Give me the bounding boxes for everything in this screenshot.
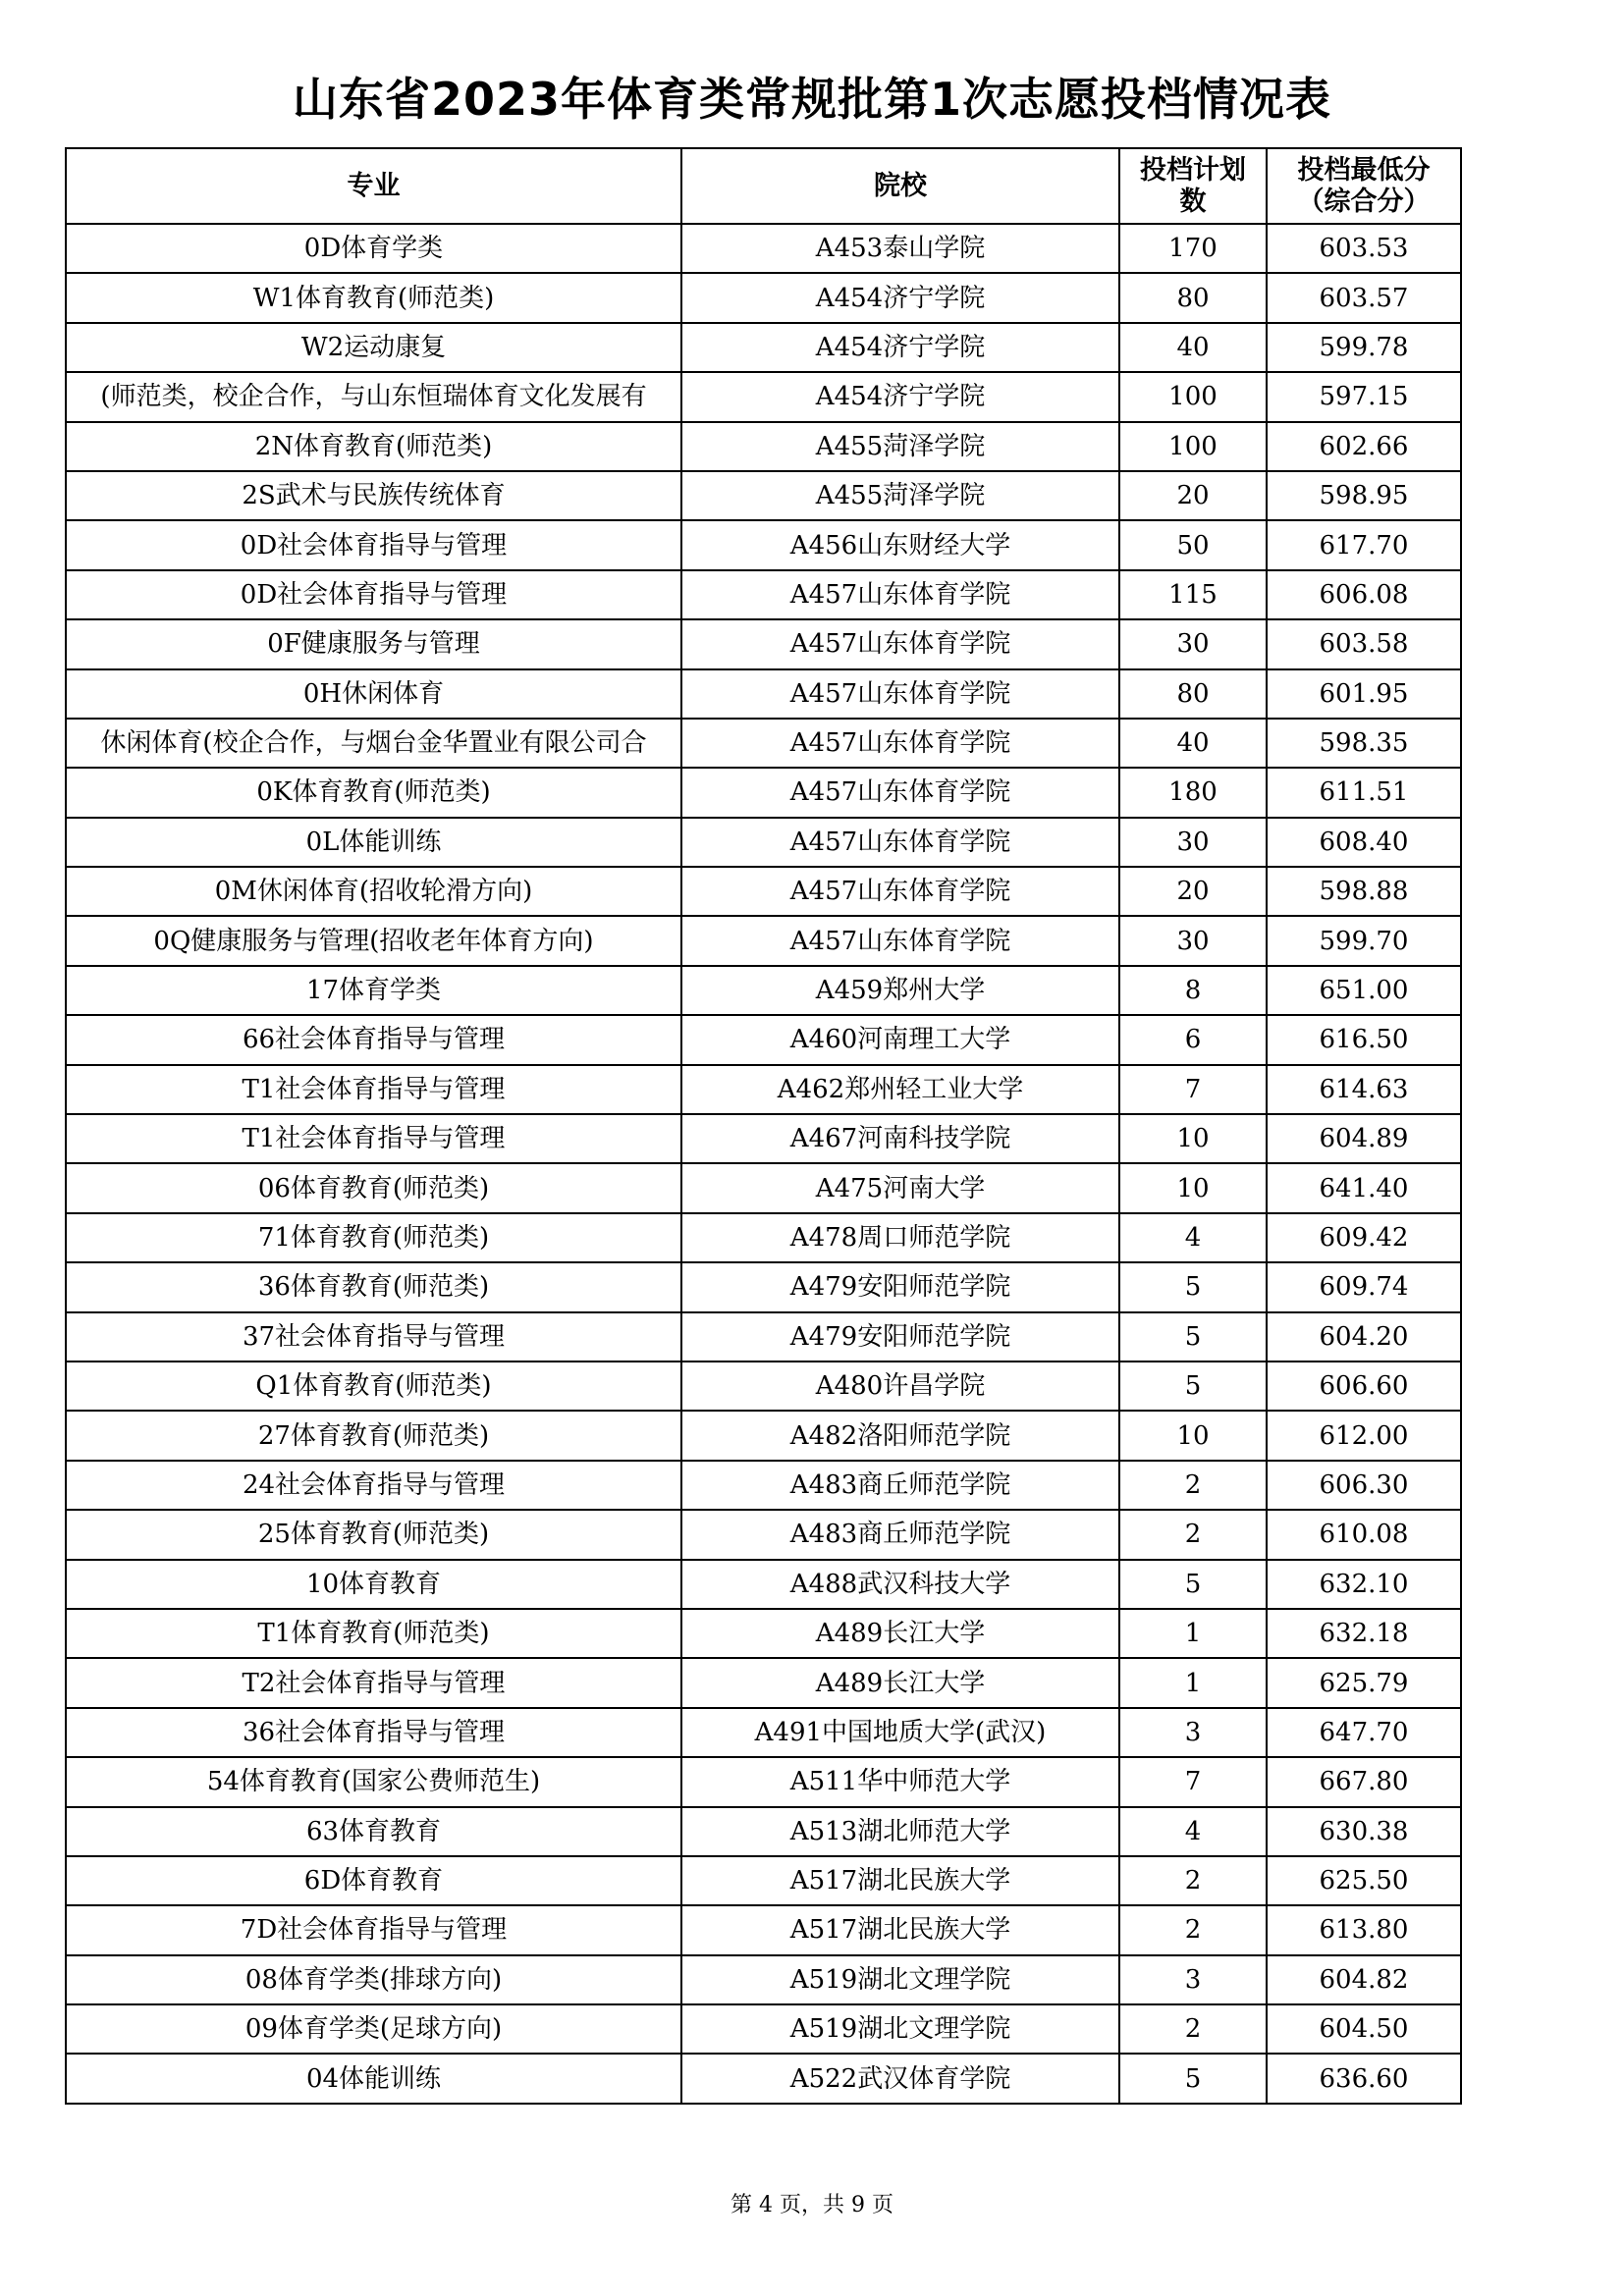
table-row (66, 1757, 1461, 1806)
cell-plan: 30 (1119, 818, 1267, 867)
cell-major: 08体育学类(排球方向) (66, 1955, 681, 2004)
cell-plan: 80 (1119, 273, 1267, 322)
table-row (66, 1708, 1461, 1757)
page-title: 山东省2023年体育类常规批第1次志愿投档情况表 (292, 73, 1332, 126)
table-row (66, 867, 1461, 916)
cell-major: 27体育教育(师范类) (66, 1411, 681, 1460)
table-row (66, 916, 1461, 965)
cell-score: 632.18 (1267, 1609, 1461, 1658)
cell-score: 604.89 (1267, 1114, 1461, 1163)
cell-school: A483商丘师范学院 (681, 1461, 1119, 1510)
cell-major: T1体育教育(师范类) (66, 1609, 681, 1658)
cell-plan: 5 (1119, 1262, 1267, 1311)
header-score-line1: 投档最低分 (1297, 154, 1431, 186)
cell-plan: 5 (1119, 1362, 1267, 1411)
cell-major: 06体育教育(师范类) (66, 1163, 681, 1212)
cell-score: 632.10 (1267, 1560, 1461, 1609)
cell-score: 598.88 (1267, 867, 1461, 916)
table-row (66, 818, 1461, 867)
cell-school: A511华中师范大学 (681, 1757, 1119, 1806)
cell-major: 0D体育学类 (66, 224, 681, 273)
table-row (66, 719, 1461, 768)
cell-plan: 40 (1119, 323, 1267, 372)
cell-school: A513湖北师范大学 (681, 1807, 1119, 1856)
table-row (66, 224, 1461, 273)
header-plan (1119, 148, 1267, 224)
cell-plan: 4 (1119, 1213, 1267, 1262)
header-score (1267, 148, 1461, 224)
cell-major: 休闲体育(校企合作，与烟台金华置业有限公司合 (66, 719, 681, 768)
cell-score: 604.20 (1267, 1312, 1461, 1362)
table-header-row (66, 148, 1461, 224)
cell-school: A489长江大学 (681, 1658, 1119, 1707)
cell-plan: 6 (1119, 1015, 1267, 1064)
cell-school: A482洛阳师范学院 (681, 1411, 1119, 1460)
cell-school: A457山东体育学院 (681, 719, 1119, 768)
table-row (66, 1065, 1461, 1114)
cell-plan: 7 (1119, 1757, 1267, 1806)
cell-school: A454济宁学院 (681, 323, 1119, 372)
cell-plan: 115 (1119, 570, 1267, 619)
cell-school: A475河南大学 (681, 1163, 1119, 1212)
cell-school: A455菏泽学院 (681, 422, 1119, 471)
cell-school: A457山东体育学院 (681, 619, 1119, 668)
table-row (66, 1114, 1461, 1163)
cell-major: 09体育学类(足球方向) (66, 2004, 681, 2054)
cell-plan: 10 (1119, 1163, 1267, 1212)
admission-table (65, 147, 1462, 2105)
cell-score: 604.82 (1267, 1955, 1461, 2004)
table-row (66, 1015, 1461, 1064)
cell-plan: 30 (1119, 916, 1267, 965)
table-row (66, 1312, 1461, 1362)
cell-major: 04体能训练 (66, 2054, 681, 2103)
cell-plan: 3 (1119, 1708, 1267, 1757)
table-body (66, 224, 1461, 2104)
cell-major: T1社会体育指导与管理 (66, 1065, 681, 1114)
cell-score: 616.50 (1267, 1015, 1461, 1064)
cell-score: 603.57 (1267, 273, 1461, 322)
cell-plan: 100 (1119, 372, 1267, 421)
cell-major: 0L体能训练 (66, 818, 681, 867)
table-row (66, 1213, 1461, 1262)
cell-score: 630.38 (1267, 1807, 1461, 1856)
table-row (66, 2054, 1461, 2103)
cell-score: 667.80 (1267, 1757, 1461, 1806)
cell-school: A460河南理工大学 (681, 1015, 1119, 1064)
table-row (66, 1262, 1461, 1311)
cell-school: A457山东体育学院 (681, 818, 1119, 867)
cell-school: A462郑州轻工业大学 (681, 1065, 1119, 1114)
cell-score: 609.42 (1267, 1213, 1461, 1262)
table-row (66, 768, 1461, 817)
cell-major: 0D社会体育指导与管理 (66, 520, 681, 569)
cell-school: A480许昌学院 (681, 1362, 1119, 1411)
cell-score: 598.35 (1267, 719, 1461, 768)
cell-major: Q1体育教育(师范类) (66, 1362, 681, 1411)
cell-score: 610.08 (1267, 1510, 1461, 1559)
cell-major: 36社会体育指导与管理 (66, 1708, 681, 1757)
cell-score: 647.70 (1267, 1708, 1461, 1757)
header-score-line2: （综合分） (1297, 186, 1431, 217)
cell-plan: 5 (1119, 2054, 1267, 2103)
cell-plan: 20 (1119, 867, 1267, 916)
header-plan-line2: 数 (1179, 186, 1207, 217)
cell-major: 25体育教育(师范类) (66, 1510, 681, 1559)
table-row (66, 520, 1461, 569)
table-row (66, 323, 1461, 372)
cell-plan: 10 (1119, 1411, 1267, 1460)
cell-score: 608.40 (1267, 818, 1461, 867)
cell-major: 0K体育教育(师范类) (66, 768, 681, 817)
cell-plan: 50 (1119, 520, 1267, 569)
table-row (66, 1905, 1461, 1954)
cell-score: 603.58 (1267, 619, 1461, 668)
table-row (66, 1411, 1461, 1460)
cell-plan: 170 (1119, 224, 1267, 273)
cell-plan: 4 (1119, 1807, 1267, 1856)
cell-major: 37社会体育指导与管理 (66, 1312, 681, 1362)
table-row (66, 1560, 1461, 1609)
cell-plan: 40 (1119, 719, 1267, 768)
table-row (66, 966, 1461, 1015)
cell-school: A453泰山学院 (681, 224, 1119, 273)
cell-score: 617.70 (1267, 520, 1461, 569)
cell-school: A454济宁学院 (681, 372, 1119, 421)
table-row (66, 1658, 1461, 1707)
cell-school: A489长江大学 (681, 1609, 1119, 1658)
cell-score: 606.30 (1267, 1461, 1461, 1510)
cell-major: 54体育教育(国家公费师范生) (66, 1757, 681, 1806)
cell-school: A459郑州大学 (681, 966, 1119, 1015)
table-row (66, 273, 1461, 322)
header-school: 院校 (681, 148, 1119, 224)
cell-major: 2N体育教育(师范类) (66, 422, 681, 471)
cell-plan: 2 (1119, 1856, 1267, 1905)
cell-plan: 3 (1119, 1955, 1267, 2004)
cell-score: 625.50 (1267, 1856, 1461, 1905)
cell-score: 612.00 (1267, 1411, 1461, 1460)
cell-score: 601.95 (1267, 669, 1461, 719)
cell-major: 2S武术与民族传统体育 (66, 471, 681, 520)
cell-school: A519湖北文理学院 (681, 2004, 1119, 2054)
cell-major: 0M休闲体育(招收轮滑方向) (66, 867, 681, 916)
cell-plan: 1 (1119, 1609, 1267, 1658)
cell-plan: 5 (1119, 1312, 1267, 1362)
cell-score: 613.80 (1267, 1905, 1461, 1954)
cell-plan: 80 (1119, 669, 1267, 719)
cell-score: 609.74 (1267, 1262, 1461, 1311)
cell-score: 606.60 (1267, 1362, 1461, 1411)
cell-score: 606.08 (1267, 570, 1461, 619)
cell-score: 598.95 (1267, 471, 1461, 520)
cell-school: A455菏泽学院 (681, 471, 1119, 520)
cell-major: 7D社会体育指导与管理 (66, 1905, 681, 1954)
table-row (66, 1362, 1461, 1411)
page-number: 第 4 页，共 9 页 (731, 2193, 893, 2217)
cell-plan: 2 (1119, 2004, 1267, 2054)
cell-score: 599.78 (1267, 323, 1461, 372)
table-row (66, 1807, 1461, 1856)
cell-score: 604.50 (1267, 2004, 1461, 2054)
cell-plan: 7 (1119, 1065, 1267, 1114)
cell-school: A479安阳师范学院 (681, 1312, 1119, 1362)
table-row (66, 372, 1461, 421)
table-row (66, 1955, 1461, 2004)
cell-plan: 5 (1119, 1560, 1267, 1609)
cell-major: 36体育教育(师范类) (66, 1262, 681, 1311)
cell-school: A457山东体育学院 (681, 669, 1119, 719)
table-row (66, 570, 1461, 619)
cell-score: 636.60 (1267, 2054, 1461, 2103)
cell-school: A478周口师范学院 (681, 1213, 1119, 1262)
cell-plan: 30 (1119, 619, 1267, 668)
cell-major: 71体育教育(师范类) (66, 1213, 681, 1262)
cell-major: 0F健康服务与管理 (66, 619, 681, 668)
cell-plan: 180 (1119, 768, 1267, 817)
cell-plan: 1 (1119, 1658, 1267, 1707)
cell-major: W1体育教育(师范类) (66, 273, 681, 322)
cell-school: A457山东体育学院 (681, 768, 1119, 817)
cell-plan: 10 (1119, 1114, 1267, 1163)
cell-school: A467河南科技学院 (681, 1114, 1119, 1163)
cell-major: T1社会体育指导与管理 (66, 1114, 681, 1163)
cell-school: A454济宁学院 (681, 273, 1119, 322)
table-row (66, 422, 1461, 471)
table-row (66, 2004, 1461, 2054)
table-row (66, 669, 1461, 719)
cell-score: 602.66 (1267, 422, 1461, 471)
cell-major: 0D社会体育指导与管理 (66, 570, 681, 619)
cell-school: A479安阳师范学院 (681, 1262, 1119, 1311)
cell-plan: 8 (1119, 966, 1267, 1015)
cell-score: 641.40 (1267, 1163, 1461, 1212)
cell-major: W2运动康复 (66, 323, 681, 372)
cell-plan: 2 (1119, 1905, 1267, 1954)
cell-school: A456山东财经大学 (681, 520, 1119, 569)
cell-school: A457山东体育学院 (681, 916, 1119, 965)
cell-plan: 2 (1119, 1461, 1267, 1510)
cell-school: A522武汉体育学院 (681, 2054, 1119, 2103)
cell-score: 597.15 (1267, 372, 1461, 421)
cell-major: T2社会体育指导与管理 (66, 1658, 681, 1707)
table-row (66, 1609, 1461, 1658)
table-row (66, 1856, 1461, 1905)
cell-school: A517湖北民族大学 (681, 1905, 1119, 1954)
cell-school: A483商丘师范学院 (681, 1510, 1119, 1559)
table-row (66, 471, 1461, 520)
header-plan-line1: 投档计划 (1140, 154, 1246, 186)
cell-plan: 2 (1119, 1510, 1267, 1559)
cell-score: 625.79 (1267, 1658, 1461, 1707)
cell-school: A457山东体育学院 (681, 570, 1119, 619)
cell-score: 603.53 (1267, 224, 1461, 273)
cell-plan: 20 (1119, 471, 1267, 520)
cell-score: 651.00 (1267, 966, 1461, 1015)
cell-major: 66社会体育指导与管理 (66, 1015, 681, 1064)
cell-major: 6D体育教育 (66, 1856, 681, 1905)
table-row (66, 1461, 1461, 1510)
cell-plan: 100 (1119, 422, 1267, 471)
cell-score: 614.63 (1267, 1065, 1461, 1114)
cell-major: 0H休闲体育 (66, 669, 681, 719)
cell-major: (师范类，校企合作，与山东恒瑞体育文化发展有 (66, 372, 681, 421)
header-major: 专业 (66, 148, 681, 224)
cell-major: 24社会体育指导与管理 (66, 1461, 681, 1510)
table-row (66, 1163, 1461, 1212)
cell-major: 17体育学类 (66, 966, 681, 1015)
cell-school: A517湖北民族大学 (681, 1856, 1119, 1905)
cell-school: A519湖北文理学院 (681, 1955, 1119, 2004)
cell-major: 63体育教育 (66, 1807, 681, 1856)
cell-major: 10体育教育 (66, 1560, 681, 1609)
cell-school: A488武汉科技大学 (681, 1560, 1119, 1609)
cell-major: 0Q健康服务与管理(招收老年体育方向) (66, 916, 681, 965)
table-row (66, 1510, 1461, 1559)
cell-school: A457山东体育学院 (681, 867, 1119, 916)
table-row (66, 619, 1461, 668)
cell-school: A491中国地质大学(武汉) (681, 1708, 1119, 1757)
cell-score: 599.70 (1267, 916, 1461, 965)
cell-score: 611.51 (1267, 768, 1461, 817)
